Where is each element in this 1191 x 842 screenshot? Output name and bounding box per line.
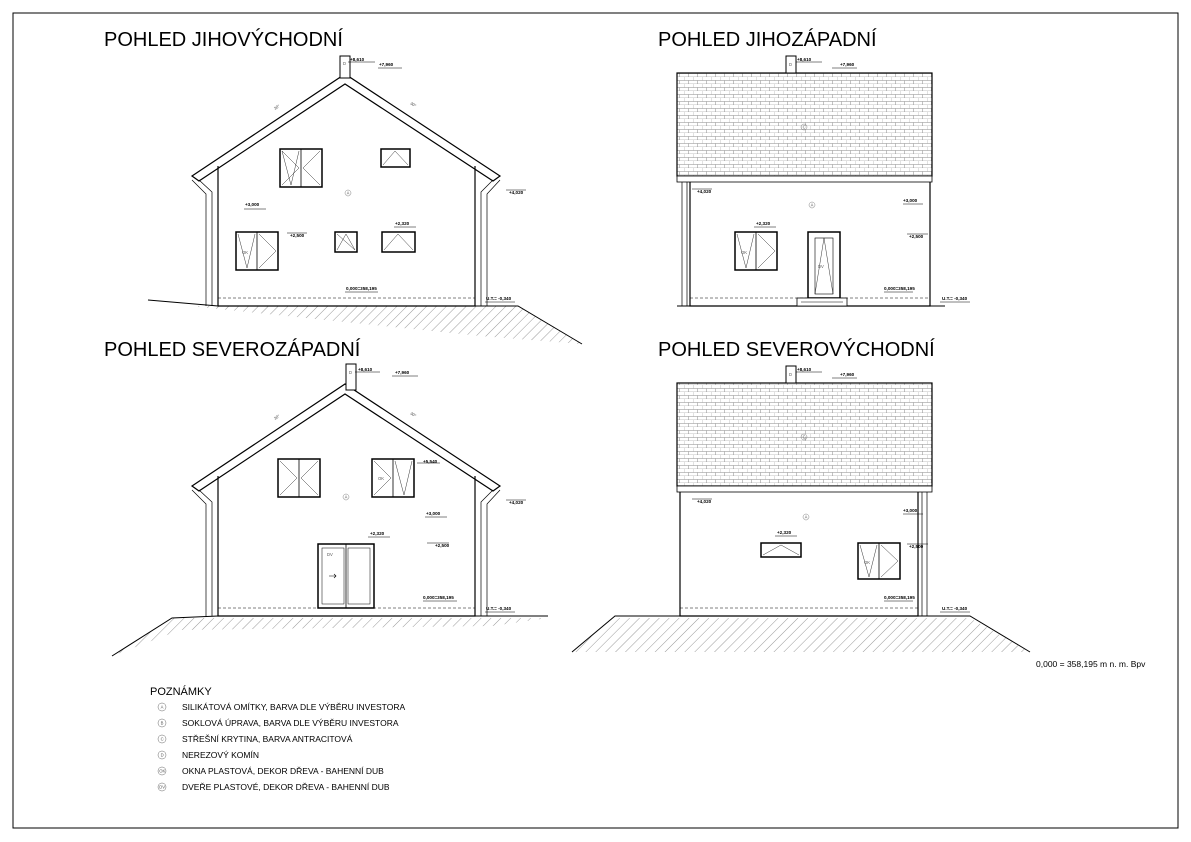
level-lower: +2,500 (290, 233, 305, 238)
note-text: STŘEŠNÍ KRYTINA, BARVA ANTRACITOVÁ (182, 734, 353, 744)
window-upper-left (280, 149, 322, 187)
window (735, 232, 777, 270)
note-text: SILIKÁTOVÁ OMÍTKY, BARVA DLE VÝBĚRU INVESTORA (182, 702, 406, 712)
window-lower-middle (335, 232, 357, 252)
downpipe-left (192, 180, 212, 306)
level-ridge: +7,960 (395, 370, 410, 375)
chimney-mark: D (789, 62, 793, 67)
window-mark: OK (741, 250, 748, 255)
window-upper-right (381, 149, 410, 167)
chimney-mark: D (349, 370, 353, 375)
wall-mark: A (344, 494, 348, 500)
level-zero: 0,000=358,195 (346, 286, 377, 291)
level-zero: 0,000=358,195 (423, 595, 454, 600)
level-upper-sill: +3,000 (903, 508, 918, 513)
note-item (158, 766, 384, 776)
roof-gable (192, 74, 500, 181)
door-mark: DV (818, 264, 824, 269)
window (858, 543, 900, 579)
level-window-top: +5,540 (423, 459, 438, 464)
window-upper-left (278, 459, 320, 497)
level-eaves: +4,020 (697, 499, 712, 504)
terrain-hatch (572, 618, 1030, 652)
downpipe-right (481, 180, 500, 306)
wall-mark: A (810, 202, 814, 208)
level-terrain: U.T.= -0,340 (942, 296, 968, 301)
reference-level: 0,000 = 358,195 m n. m. Bpv (1036, 659, 1146, 669)
wall-mark: A (804, 514, 808, 520)
level-terrain: U.T.= -0,340 (942, 606, 968, 611)
door-mark: DV (327, 552, 333, 557)
note-mark: D (160, 752, 164, 758)
level-eaves: +4,020 (697, 189, 712, 194)
note-item (158, 734, 353, 744)
wall-mark: A (346, 190, 350, 196)
level-chimney-top: +8,610 (350, 57, 365, 62)
level-chimney-top: +8,610 (358, 367, 373, 372)
terrace-door (318, 544, 374, 608)
chimney-mark: D (789, 372, 793, 377)
level-ridge: +7,960 (840, 372, 855, 377)
downpipe-left (192, 490, 212, 616)
level-lower: +2,500 (435, 543, 450, 548)
notes-legend (150, 685, 405, 792)
level-chimney-top: +8,610 (797, 57, 812, 62)
terrain-hatch (112, 618, 548, 656)
window-small (761, 543, 801, 557)
view-southwest (658, 28, 970, 306)
view-title: POHLED JIHOZÁPADNÍ (658, 29, 877, 51)
roof-gable (192, 384, 500, 491)
level-ridge: +7,960 (379, 62, 394, 67)
note-text: NEREZOVÝ KOMÍN (182, 750, 259, 760)
level-zero: 0,000=358,195 (884, 595, 915, 600)
note-text: OKNA PLASTOVÁ, DEKOR DŘEVA - BAHENNÍ DUB (182, 766, 384, 776)
pitch-right: 30° (409, 410, 418, 419)
downpipe-right (922, 492, 927, 616)
chimney-mark: D (343, 61, 347, 66)
level-chimney-top: +8,610 (797, 367, 812, 372)
entrance-door (797, 232, 847, 306)
downpipe-right (481, 490, 500, 616)
chimney (346, 364, 356, 390)
view-southeast (104, 28, 582, 344)
level-zero: 0,000=358,195 (884, 286, 915, 291)
note-item (158, 750, 259, 760)
window-lower-left (236, 232, 278, 270)
level-terrain: U.T.= -0,340 (486, 606, 512, 611)
level-eaves: +4,020 (509, 500, 524, 505)
note-text: SOKLOVÁ ÚPRAVA, BARVA DLE VÝBĚRU INVESTORA (182, 718, 399, 728)
roof-eave-band (677, 176, 932, 182)
view-title: POHLED SEVEROZÁPADNÍ (104, 339, 361, 361)
roof-eave-band (677, 486, 932, 492)
roof-mark: C (802, 124, 806, 130)
level-lintel: +2,320 (756, 221, 771, 226)
view-title: POHLED JIHOVÝCHODNÍ (104, 29, 343, 51)
view-northeast (572, 338, 1030, 652)
window-mark: OK (378, 476, 385, 481)
chimney (340, 56, 350, 78)
note-item (158, 702, 405, 712)
view-northwest (104, 338, 548, 656)
window-lower-right (382, 232, 415, 252)
note-mark: A (160, 704, 164, 710)
window-upper-right (372, 459, 414, 497)
note-item (158, 718, 399, 728)
note-mark: DV (159, 784, 166, 790)
level-terrain: U.T.= -0,340 (486, 296, 512, 301)
note-mark: B (160, 720, 164, 726)
level-upper-sill: +3,000 (245, 202, 260, 207)
note-text: DVEŘE PLASTOVÉ, DEKOR DŘEVA - BAHENNÍ DUB (182, 782, 390, 792)
level-upper-sill: +3,000 (903, 198, 918, 203)
pitch-left: 30° (272, 413, 281, 421)
level-lintel: +2,320 (777, 530, 792, 535)
level-eaves: +4,020 (509, 190, 524, 195)
pitch-right: 30° (409, 100, 418, 109)
level-ridge: +7,960 (840, 62, 855, 67)
notes-heading: POZNÁMKY (150, 686, 212, 698)
note-mark: OK (159, 768, 166, 774)
note-item (158, 782, 390, 792)
level-upper-sill: +3,000 (426, 511, 441, 516)
level-lintel: +2,320 (395, 221, 410, 226)
note-mark: C (160, 736, 164, 742)
roof-mark: C (802, 434, 806, 440)
downpipe-left (682, 182, 687, 306)
pitch-left: 30° (272, 103, 281, 111)
window-mark: OK (242, 250, 249, 255)
level-lintel: +2,320 (370, 531, 385, 536)
level-lower: +2,500 (909, 544, 924, 549)
view-title: POHLED SEVEROVÝCHODNÍ (658, 339, 935, 361)
window-mark: OK (864, 560, 871, 565)
level-lower: +2,500 (909, 234, 924, 239)
